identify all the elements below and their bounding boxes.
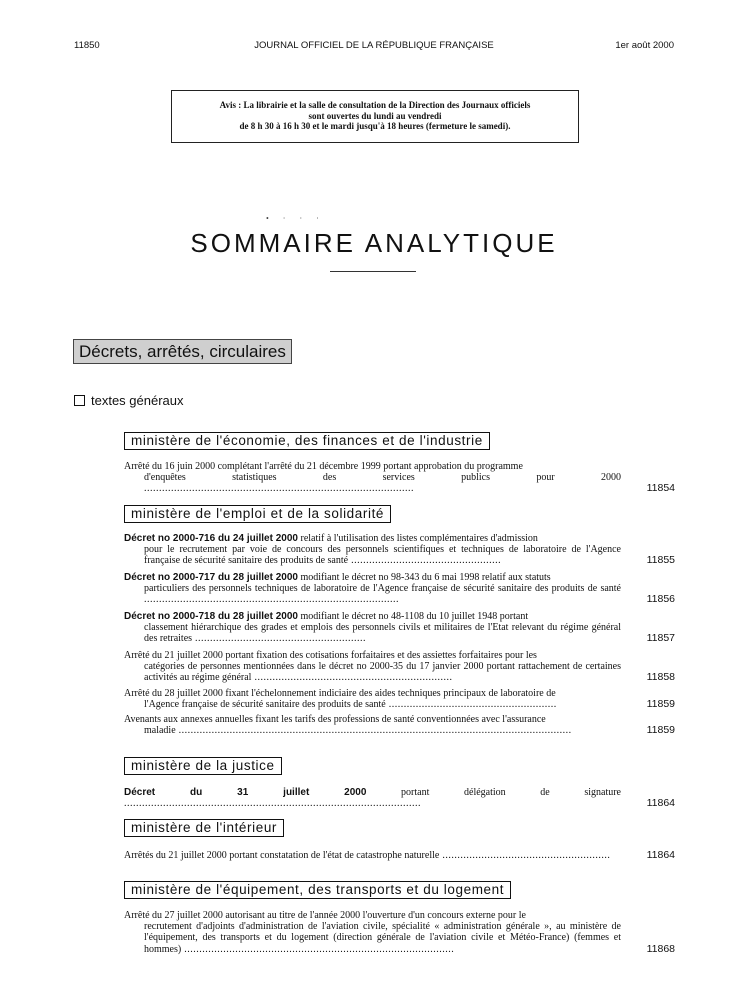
entry-page: 11864 [646,797,675,810]
toc-entry[interactable]: Décret no 2000-718 du 28 juillet 2000 modifiant le décret no 48-1108 du 10 juillet 1948 portant classement hiérarchique des grades et emplois des personnels civils et militaires de l'Etat relevant du régime général des retraites ......................................................... 11857 [124,611,675,645]
checkbox-square-icon [74,395,85,406]
entry-page: 11859 [646,698,675,711]
ministry-heading: ministère de l'équipement, des transports et du logement [124,881,511,899]
entry-text: Arrêté du 21 juillet 2000 portant fixation des cotisations forfaitaires et des assiettes forfaitaires pour les [124,650,537,661]
toc-entry[interactable]: Arrêtés du 21 juillet 2000 portant constatation de l'état de catastrophe naturelle ........................................................ 11864 [124,849,675,861]
entry-continuation: d'enquêtes statistiques des services publics pour 2000 [144,472,621,484]
entry-continuation: maladie [144,725,176,737]
issue-date: 1er août 2000 [615,40,674,51]
toc-entry[interactable]: Décret no 2000-717 du 28 juillet 2000 modifiant le décret no 98-343 du 6 mai 1998 relatif aux statuts particuliers des personnels techniques de laboratoire de l'Agence française de sécurité sanitaire des produits de santé ..................................................................................... 11856 [124,572,675,606]
ministry-heading: ministère de l'emploi et de la solidarité [124,505,391,523]
entry-page: 11868 [646,942,675,955]
title-rule [330,271,416,272]
subsection-heading [74,393,184,408]
entry-page: 11855 [646,554,675,567]
entry-page: 11856 [646,593,675,606]
notice-box [171,90,579,143]
subsection-label: textes généraux [91,393,184,408]
entry-lead: Décret no 2000-717 du 28 juillet 2000 [124,572,298,583]
entry-lead: Décret no 2000-718 du 28 juillet 2000 [124,611,298,622]
entry-text: relatif à l'utilisation des listes complémentaires d'admission [297,533,538,544]
page-title: SOMMAIRE ANALYTIQUE [190,228,558,258]
ministry-heading: ministère de l'intérieur [124,819,284,837]
entry-continuation: recrutement d'adjoints d'administration de l'aviation civile, spécialité « administration générale », au ministère de l'équipement, des transports et du logement (direction générale de l'aviation civile et Météo-France) (femmes et hommes) [144,921,621,955]
toc-entry[interactable]: Arrêté du 21 juillet 2000 portant fixation des cotisations forfaitaires et des assiettes forfaitaires pour les catégories de personnes mentionnées dans le décret no 2000-35 du 17 janvier 2000 portant rattachement de certaines activités au régime général .................................................................. 11858 [124,650,675,684]
entry-page: 11864 [646,849,675,861]
entry-page: 11857 [646,632,675,645]
page-number: 11850 [74,40,100,51]
entry-text: Avenants aux annexes annuelles fixant les tarifs des professions de santé conventionnées avec l'assurance [124,714,546,725]
entry-lead: Décret no 2000-716 du 24 juillet 2000 [124,533,298,544]
toc-entry[interactable]: Arrêté du 28 juillet 2000 fixant l'échelonnement indiciaire des aides techniques principaux de laboratoire de l'Agence française de sécurité sanitaire des produits de santé ........................................................ 11859 [124,688,675,711]
toc-entry[interactable]: Arrêté du 16 juin 2000 complétant l'arrêté du 21 décembre 1999 portant approbation du programme d'enquêtes statistiques des services publics pour 2000 .......................................................................................... 11854 [124,461,675,495]
entry-continuation: catégories de personnes mentionnées dans le décret no 2000-35 du 17 janvier 2000 portant rattachement de certaines activités au régime général [144,661,621,684]
entry-continuation: particuliers des personnels techniques de laboratoire de l'Agence française de sécurité sanitaire des produits de santé [144,583,621,595]
entry-page: 11858 [646,671,675,684]
running-header [74,40,674,54]
entry-text: modifiant le décret no 48-1108 du 10 juillet 1948 portant [297,611,529,622]
decorative-dots: •··· [266,214,333,223]
entry-text: portant délégation de signature [366,787,621,798]
toc-entry[interactable]: Décret no 2000-716 du 24 juillet 2000 relatif à l'utilisation des listes complémentaires d'admission pour le recrutement par voie de concours des personnels scientifiques et techniques de laboratoire de l'Agence française de sécurité sanitaire des produits de santé .................................................. 11855 [124,533,675,567]
entry-lead: Décret du 31 juillet 2000 [124,787,367,798]
entry-page: 11859 [646,724,675,737]
notice-line: sont ouvertes du lundi au vendredi [308,110,442,121]
toc-entry[interactable]: Décret du 31 juillet 2000 portant délégation de signature ................................................................................................... 11864 [124,787,675,810]
toc-entry[interactable]: Avenants aux annexes annuelles fixant les tarifs des professions de santé conventionnées avec l'assurance maladie ................................................................................................................................... 11859 [124,714,675,737]
entry-text: Arrêtés du 21 juillet 2000 portant constatation de l'état de catastrophe naturelle [124,850,440,861]
entry-continuation: pour le recrutement par voie de concours des personnels scientifiques et techniques de laboratoire de l'Agence française de sécurité sanitaire des produits de santé [144,544,621,567]
notice-line: de 8 h 30 à 16 h 30 et le mardi jusqu'à 18 heures (fermeture le samedi). [239,121,511,131]
ministry-heading: ministère de l'économie, des finances et de l'industrie [124,432,490,450]
entry-text: Arrêté du 16 juin 2000 complétant l'arrêté du 21 décembre 1999 portant approbation du programme [124,461,523,472]
entry-text: Arrêté du 27 juillet 2000 autorisant au titre de l'année 2000 l'ouverture d'un concours externe pour le [124,910,526,921]
toc-entry[interactable]: Arrêté du 27 juillet 2000 autorisant au titre de l'année 2000 l'ouverture d'un concours externe pour le recrutement d'adjoints d'administration de l'aviation civile, spécialité « administration générale », au ministère de l'équipement, des transports et du logement (direction générale de l'aviation civile et Météo-France) (femmes et hommes) .......................................................................................... 11868 [124,910,675,955]
entry-continuation: classement hiérarchique des grades et emplois des personnels civils et militaires de l'Etat relevant du régime général des retraites [144,622,621,645]
section-heading: Décrets, arrêtés, circulaires [73,339,292,364]
entry-text: Arrêté du 28 juillet 2000 fixant l'échelonnement indiciaire des aides techniques principaux de laboratoire de [124,688,556,699]
entry-text: modifiant le décret no 98-343 du 6 mai 1998 relatif aux statuts [297,572,551,583]
entry-continuation: l'Agence française de sécurité sanitaire des produits de santé [144,699,386,711]
journal-title: JOURNAL OFFICIEL DE LA RÉPUBLIQUE FRANÇAISE [254,40,494,51]
ministry-heading: ministère de la justice [124,757,282,775]
notice-line: Avis : La librairie et la salle de consultation de la Direction des Journaux officiels [219,100,531,110]
entry-page: 11854 [646,482,675,495]
